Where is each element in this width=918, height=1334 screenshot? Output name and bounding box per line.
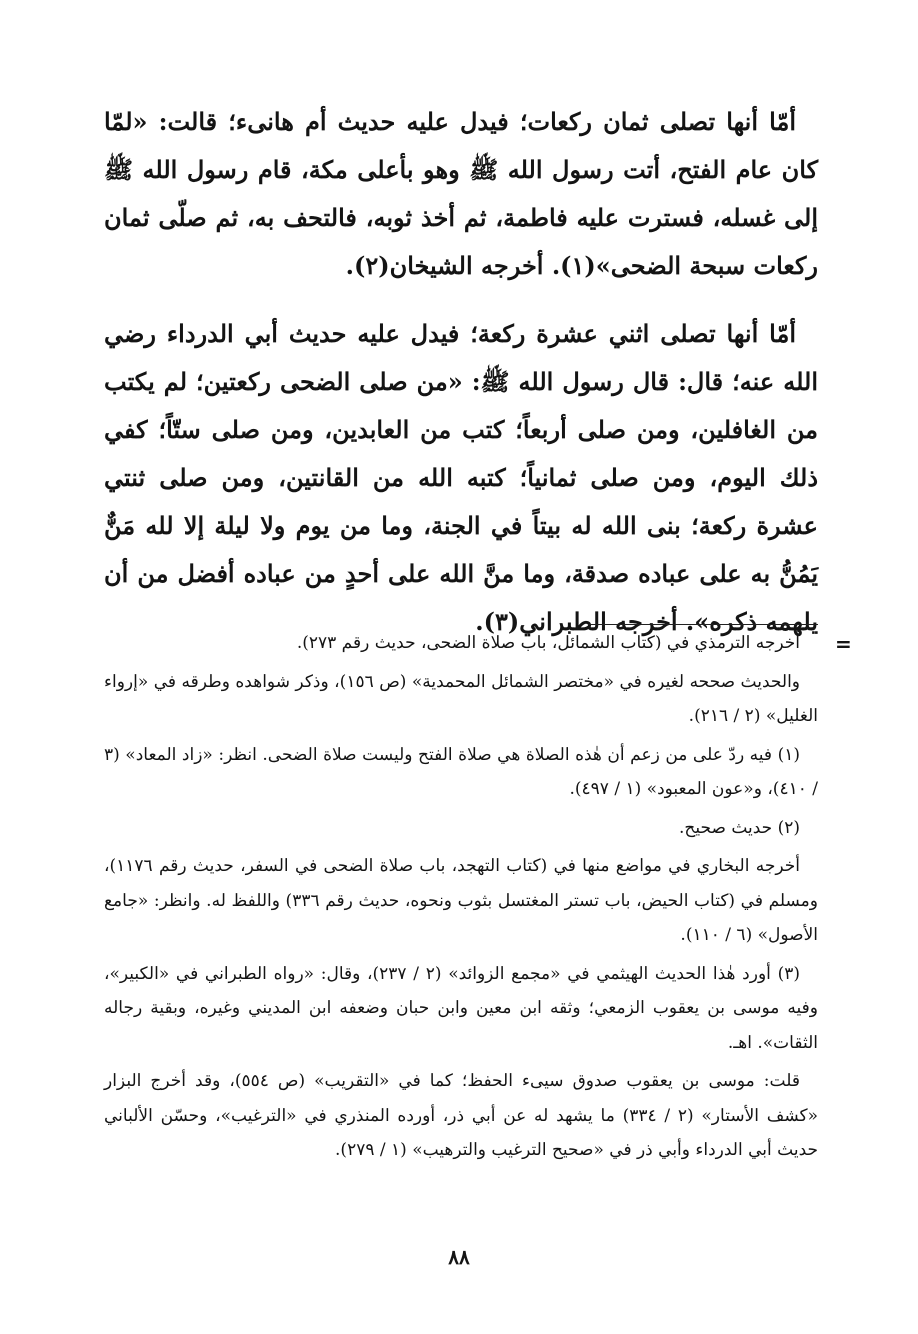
footnote-3-detail: قلت: موسى بن يعقوب صدوق سيىء الحفظ؛ كما في «التقريب» (ص ٥٥٤)، وقد أخرج البزار «كشف الأستار» (٢ / ٣٣٤) ما يشهد له عن أبي ذر، أورده المنذري في «الترغيب»، وحسّن الألباني حديث أبي الدرداء وأبي ذر في «صحيح الترغيب والترهيب» (١ / ٢٧٩).	[104, 1071, 819, 1160]
footnote-1: (١) فيه ردّ على من زعم أن هٰذه الصلاة هي صلاة الفتح وليست صلاة الضحى. انظر: «زاد المعاد» (٣ / ٤١٠)، و«عون المعبود» (١ / ٤٩٧).	[104, 744, 818, 799]
footnote-continued-2: والحديث صححه لغيره في «مختصر الشمائل المحمدية» (ص ١٥٦)، وذكر شواهده وطرقه في «إرواء الغليل» (٢ / ٢١٦).	[104, 671, 818, 726]
footnotes	[104, 626, 818, 1168]
footnote-continuation-mark: =	[835, 632, 852, 656]
footnote-3: (٣) أورد هٰذا الحديث الهيثمي في «مجمع الزوائد» (٢ / ٢٣٧)، وقال: «رواه الطبراني في «الكبير»، وفيه موسى بن يعقوب الزمعي؛ وثقه ابن معين وابن حبان وضعفه ابن المديني وغيره، وبقية رجاله الثقات». اهـ.	[104, 963, 818, 1053]
footnote-separator	[588, 624, 818, 625]
paragraph-eight-rakahs: أمّا أنها تصلى ثمان ركعات؛ فيدل عليه حديث أم هانىء؛ قالت: «لمّا كان عام الفتح، أتت رسول الله ﷺ وهو بأعلى مكة، قام رسول الله ﷺ إلى غسله، فسترت عليه فاطمة، ثم أخذ ثوبه، فالتحف به، ثم صلّى ثمان ركعات سبحة الضحى»(١). أخرجه الشيخان(٢).	[104, 107, 819, 280]
page-number: ٨٨	[448, 1245, 470, 1269]
main-text	[104, 98, 818, 646]
footnote-2-detail: أخرجه البخاري في مواضع منها في (كتاب التهجد، باب صلاة الضحى في السفر، حديث رقم ١١٧٦)، ومسلم في (كتاب الحيض، باب تستر المغتسل بثوب ونحوه، حديث رقم ٣٣٦) واللفظ له. وانظر: «جامع الأصول» (٦ / ١١٠).	[104, 856, 818, 945]
paragraph-twelve-rakahs: أمّا أنها تصلى اثني عشرة ركعة؛ فيدل عليه حديث أبي الدرداء رضي الله عنه؛ قال: قال رسول الله ﷺ: «من صلى الضحى ركعتين؛ لم يكتب من الغافلين، ومن صلى أربعاً؛ كتب من العابدين، ومن صلى ستّاً؛ كفي ذلك اليوم، ومن صلى ثمانياً؛ كتبه الله من القانتين، ومن صلى ثنتي عشرة ركعة؛ بنى الله له بيتاً في الجنة، وما من يوم ولا ليلة إلا لله مَنٌّ يَمُنُّ به على عباده صدقة، وما منَّ الله على أحدٍ من عباده أفضل من أن يلهمه ذكره». أخرجه الطبراني(٣).	[104, 319, 819, 636]
footnote-continued-1: أخرجه الترمذي في (كتاب الشمائل، باب صلاة الضحى، حديث رقم ٢٧٣).	[296, 633, 800, 653]
footnote-2: (٢) حديث صحيح.	[679, 817, 800, 838]
